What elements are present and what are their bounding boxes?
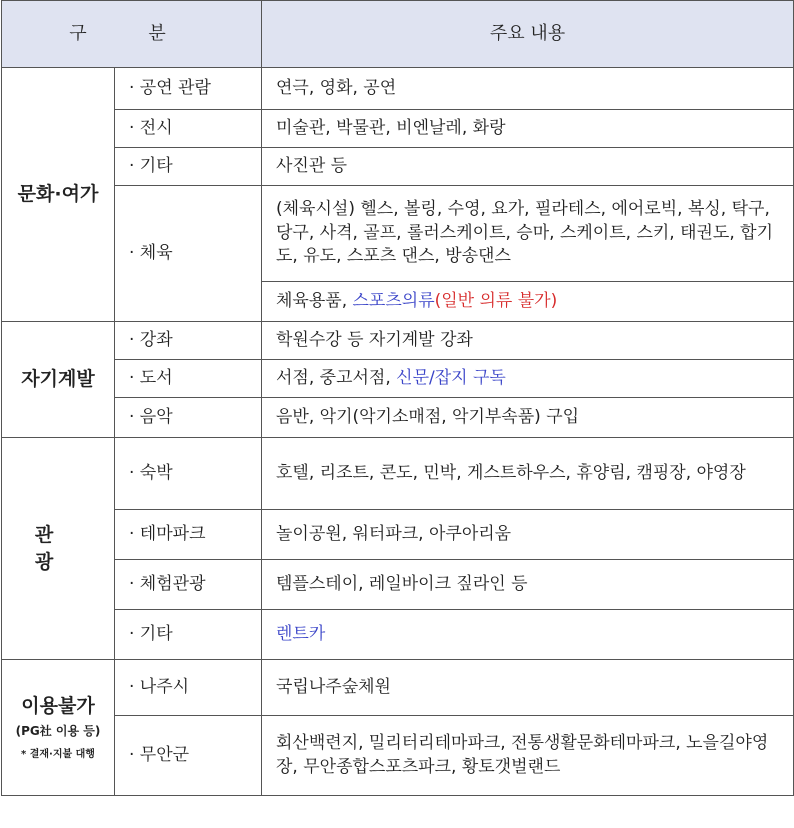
sub-music: · 음악: [115, 398, 262, 438]
sub-themepark: · 테마파크: [115, 510, 262, 560]
table-row: [2, 716, 794, 796]
content-sports-facilities: (체육시설) 헬스, 볼링, 수영, 요가, 필라테스, 에어로빅, 복싱, 탁구, 당구, 사격, 골프, 롤러스케이트, 승마, 스케이트, 스키, 태권도, 합기도, 유도, 스포츠 댄스, 방송댄스: [262, 186, 794, 282]
sub-naju: · 나주시: [115, 660, 262, 716]
table-row: [2, 660, 794, 716]
content-culture-etc: 사진관 등: [262, 148, 794, 186]
usage-table: [1, 0, 794, 796]
content-lecture: 학원수강 등 자기계발 강좌: [262, 322, 794, 360]
content-sports-goods: [262, 282, 794, 322]
table-row: [2, 610, 794, 660]
sub-lodging: · 숙박: [115, 438, 262, 510]
group-prohibited: [2, 660, 115, 796]
table-row: [2, 438, 794, 510]
table-row: [2, 560, 794, 610]
content-experience: 템플스테이, 레일바이크 짚라인 등: [262, 560, 794, 610]
sports-clothing-note: (일반 의류 불가): [434, 290, 558, 311]
sub-performance: · 공연 관람: [115, 68, 262, 110]
content-exhibition: 미술관, 박물관, 비엔날레, 화랑: [262, 110, 794, 148]
group-culture: 문화·여가: [2, 68, 115, 322]
group-selfdev: 자기계발: [2, 322, 115, 438]
sub-sports: · 체육: [115, 186, 262, 322]
table-row: [2, 186, 794, 282]
table-row: [2, 360, 794, 398]
sub-muan: · 무안군: [115, 716, 262, 796]
content-naju: 국립나주숲체원: [262, 660, 794, 716]
books-subscription-text: 신문/잡지 구독: [396, 367, 506, 388]
content-muan: 회산백련지, 밀리터리테마파크, 전통생활문화테마파크, 노을길야영장, 무안종합스포츠파크, 황토갯벌랜드: [262, 716, 794, 796]
sub-books: · 도서: [115, 360, 262, 398]
prohibited-title: 이용불가: [21, 694, 95, 717]
table-row: [2, 148, 794, 186]
group-tourism: 관 광: [2, 438, 115, 660]
table-row: [2, 322, 794, 360]
prohibited-note-payment: * 결재·지불 대행: [21, 749, 95, 761]
header-row: [2, 1, 794, 68]
sub-experience: · 체험관광: [115, 560, 262, 610]
table-row: [2, 398, 794, 438]
content-books: [262, 360, 794, 398]
content-themepark: 놀이공원, 워터파크, 아쿠아리움: [262, 510, 794, 560]
table-row: [2, 68, 794, 110]
header-content: 주요 내용: [262, 1, 794, 68]
content-tour-etc: 렌트카: [262, 610, 794, 660]
content-lodging: 호텔, 리조트, 콘도, 민박, 게스트하우스, 휴양림, 캠핑장, 야영장: [262, 438, 794, 510]
header-category: 구 분: [2, 1, 262, 68]
sub-tour-etc: · 기타: [115, 610, 262, 660]
sub-exhibition: · 전시: [115, 110, 262, 148]
sub-culture-etc: · 기타: [115, 148, 262, 186]
sports-goods-text: 체육용품,: [276, 290, 353, 311]
books-text: 서점, 중고서점,: [276, 367, 397, 388]
table-row: [2, 110, 794, 148]
content-performance: 연극, 영화, 공연: [262, 68, 794, 110]
table-row: [2, 510, 794, 560]
sports-clothing-text: 스포츠의류: [352, 290, 435, 311]
sub-lecture: · 강좌: [115, 322, 262, 360]
content-music: 음반, 악기(악기소매점, 악기부속품) 구입: [262, 398, 794, 438]
prohibited-note-pg: (PG社 이용 등): [15, 724, 101, 739]
